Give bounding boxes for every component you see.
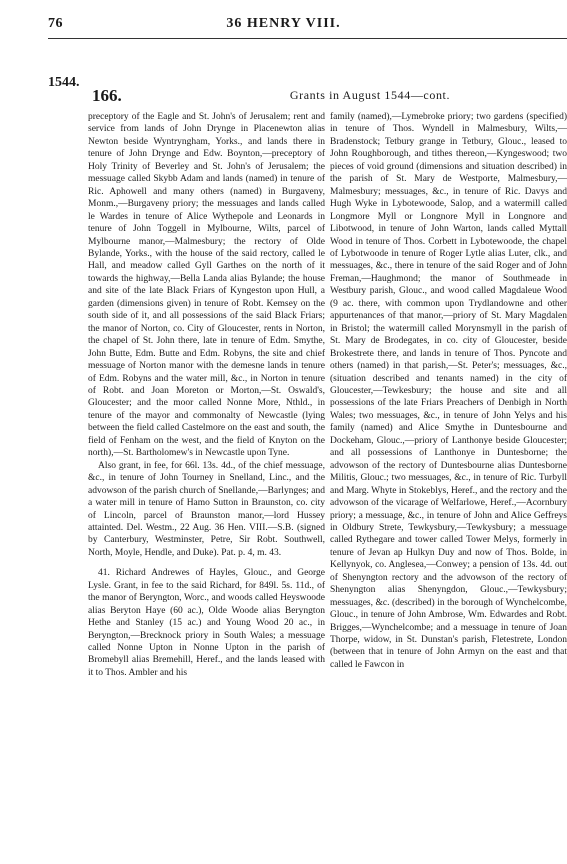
paragraph: Also grant, in fee, for 66l. 13s. 4d., of the chief messuage, &c., in tenure of John Tourney in Snelland, Linc., and the advowson of the parish church of Snellande,—Barlynges; and a water mill in tenure of Hamo Sutton in Braunston, co. city of Lincoln, parcel of Braunston manor,—lord Hussey attainted. Del. Westm., 22 Aug. 36 Hen. VIII.—S.B. (signed by Canterbury, Westminster, Petre, Sir Robt. Southwell, North, Moyle, Hendle, and Duke). Pat. p. 4, m. 43.	[88, 460, 325, 558]
running-title: 36 HENRY VIII.	[226, 16, 341, 31]
margin-year: 1544.	[48, 75, 80, 90]
paragraph: preceptory of the Eagle and St. John's of Jerusalem; rent and service from lands of John Drynge in Placenewton alias Newton beside Wyntryngham, Yorks., and lands there in tenure of John Drynge and Edw. Boynton,—preceptory of Holy Trinity of Beverley and St. John's of Jerusalem; the messuage called Skybb Adam and lands (named) in tenure of Ric. Aphowell and many others (named) in Burgaveny, Monm.,—Burgaveny priory; the messuages and lands called le Wardes in tenure of Alice Wythepole and Leonards in tenure of John Toggell in Mylbourne, Wilts, parcel of Mylbourne manor,—Malmesbury; the rectory of Olde Bylande, Yorks., with the house of the said rectory, called le Hall, and meadow called Gyll Garthes on the north of it towards the highway,—Bella Landa alias Bylande; the house and site of the late Black Friars of Kyngeston upon Hull, a garden (dimensions given) in tenure of Robt. Kemsey on the south side of it, and all possessions of the said Black Friars; the manor of Norton, co. City of Gloucester, rents in Norton, the chapel of St. John there, late in tenure of Edm. Smythe, John Butte, Edm. Butte and Edm. Robyns, the site and chief messuage of Norton manor with the demesne lands in tenure of Edm. Robyns and the water mill, &c., in Norton in tenure of Robt. and Joan Moreton or Morton,—St. Oswald's, Gloucester; and the moor called Nonne More, Nthld., in tenure of the mayor and commonalty of Newcastle (lying between the field called Castelmore on the east and south, the field of Fenham on the west, and the field of Knyton on the north),—St. Bartholomew's in Newcastle upon Tyne.	[88, 112, 325, 459]
header-rule	[48, 38, 567, 39]
left-column	[88, 111, 325, 679]
right-column	[330, 111, 567, 671]
paragraph: 41. Richard Andrewes of Hayles, Glouc., and George Lysle. Grant, in fee to the said Richard, for 849l. 5s. 11d., of the manor of Beryngton, Worc., and woods called Heyswoode alias Beryton Haye (60 ac.), Olde Woode alias Beryngton Hethe and Stanley (15 ac.) and Young Wood 20 ac., in Beryngton,—Brecknock priory in South Wales; a messuage called Nonne Upton in Nonne Upton in the parish of Bromebyll alias Bremehill, Heref., and the lands leased with it to Thos. Ambler and his	[88, 568, 325, 678]
document-number: 166.	[92, 86, 122, 105]
paragraph: family (named),—Lymebroke priory; two gardens (specified) in tenure of Thos. Wyndell in Malmesbury, Wilts,—Bradenstock; Tetbury grange in Tetbury, Glouc., leased to John Roughborough, and tithes thereon,—Kyngeswood; two pieces of void ground (dimensions and situation described) in the parish of St. Mary de Westporte, Malmesbury,—Malmesbury; messuages, &c., in tenure of Ric. Davys and Hugh Wyke in Lybotewoode, Salop, and a watermill called Longmore Myll or Longnore Myll in Longnore and Libotwood, in tenure of John Warton, lands called Myttall Wood in tenure of Thos. Corbett in Lybotewoode, the chapel of Lybotwoode in tenure of Roger Lytle alias Luter, clk., and messuages, &c., there in tenure of the said Roger and of John Freman,—Haughmond; the manor of Southmeade in Westbury parish, Glouc., and wood called Magdaleue Wood (9 ac. there, with common upon Trydlandowne and other appurtenances of that manor,—priory of St. Mary Magdalen in Bristol; the watermill called Morynsmyll in the parish of St. Mary de Brodegates, in co. city of Gloucester, beside Brokestrete there, and lands in tenure of Thos. Pyncote and others (named) in that parish,—St. Peter's; messuages, &c., (situation described and tenants named) in the city of Gloucester,—Tewkesbury; the house and site and all possessions of the late Friars Preachers of Denbigh in North Wales; two messuages, &c., in tenure of John Yelys and his family (named) and Alice Smythe in Duntesbourne and Dockeham, Glouc.,—priory of Lanthonye beside Gloucester; and all possessions of Lanthonye in Duntesborne; the advowson of the rectory of Duntesbourne alias Duntesborne Militis, Glouc.; two messuages, &c., in tenure of Ric. Turbyll and Marg. Whyte in Stokeblys, Heref., and the rectory and the advowson of the vicarage of Welfarlowe, Heref.,—Acornbury priory; a messuage, &c., in tenure of John and Alice Geffreys in Oldbury Strete, Tewkysbury,—Tewkysbury; a messuage called Rythegare and tower called Tower Melys, formerly in tenure of Jevan ap Hulkyn Duy and now of Thos. Bolde, in Kellynyok, co. Anglesea,—Conwey; a pension of 13s. 4d. out of Shenyngton rectory and the advowson of the rectory of Shenyngton alias Shenyngdon, Glouc.,—Tewkysbury; messuages, &c. (described) in the borough of Wynchelcombe, Glouc., in tenure of John Ambrose, Wm. Edwardes and Robt. Brigges,—Wynchelcombe; and a messuage in tenure of Joan Thorpe, widow, in St. Dunstan's parish, Fletestrete, London (between that in tenure of John Armyn on the east and that called le Fawcon in	[330, 112, 567, 670]
section-subheading: Grants in August 1544—cont.	[289, 88, 451, 102]
page-number: 76	[48, 16, 63, 31]
